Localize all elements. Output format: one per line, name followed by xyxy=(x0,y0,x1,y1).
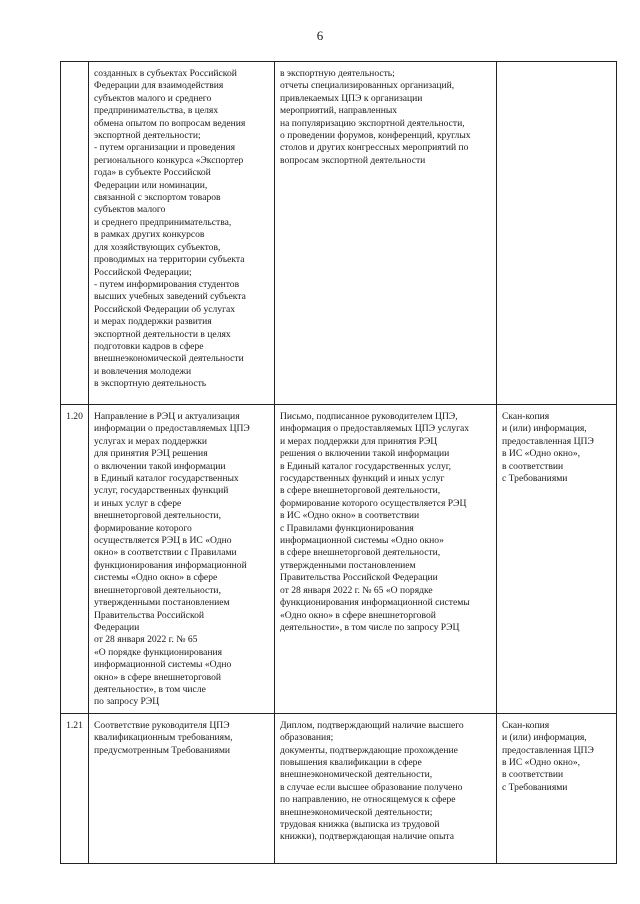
text-line: квалификационным требованиям, xyxy=(94,732,233,744)
text-line: в ИС «Одно окно» в соответствии xyxy=(280,510,420,522)
text-line: и мерах поддержки развития xyxy=(94,316,212,328)
text-line: Скан-копия xyxy=(502,719,550,731)
text-line: от 28 января 2022 г. № 65 «О порядке xyxy=(280,584,433,596)
text-line: Федерации xyxy=(94,621,140,633)
text-line: «О порядке функционирования xyxy=(94,646,223,658)
text-line: информационной системы «Одно xyxy=(94,659,232,671)
text-line: и мерах поддержки для принятия РЭЦ xyxy=(280,435,438,447)
text-line: года» в субъекте Российской xyxy=(94,167,211,179)
text-line: осуществляется РЭЦ в ИС «Одно xyxy=(94,535,232,547)
text-line: в экспортную деятельность xyxy=(94,378,207,390)
requirements-table xyxy=(60,61,617,864)
text-line: формирование которого xyxy=(94,522,192,534)
text-line: Диплом, подтверждающий наличие высшего xyxy=(280,719,464,731)
text-line: окно» в соответствии с Правилами xyxy=(94,547,237,559)
text-line: функционирования информационной системы xyxy=(280,597,470,609)
text-line: предоставленная ЦПЭ xyxy=(502,435,594,447)
text-line: книжки), подтверждающая наличие опыта xyxy=(280,831,454,843)
text-line: субъектов малого и среднего xyxy=(94,92,212,104)
text-line: мероприятий, направленных xyxy=(280,105,398,117)
text-line: предоставленная ЦПЭ xyxy=(502,744,594,756)
text-line: о включении такой информации xyxy=(94,460,226,472)
text-line: привлекаемых ЦПЭ к организации xyxy=(280,92,423,104)
text-line: столов и других конгрессных мероприятий по xyxy=(280,142,469,154)
documents-cell xyxy=(275,405,497,714)
text-line: документы, подтверждающие прохождение xyxy=(280,744,458,756)
text-line: в экспортную деятельность; xyxy=(280,68,395,79)
requirement-cell xyxy=(89,713,275,863)
text-line: Соответствие руководителя ЦПЭ xyxy=(94,719,230,731)
text-line: образования; xyxy=(280,732,334,744)
text-line: внешнеэкономической деятельности, xyxy=(280,769,433,781)
text-line: в рамках других конкурсов xyxy=(94,229,205,241)
table-row xyxy=(61,405,617,714)
row-number: 1.20 xyxy=(61,405,89,714)
text-line: Правительства Российской xyxy=(94,609,205,621)
form-cell xyxy=(497,405,617,714)
text-line: регионального конкурса «Экспортер xyxy=(94,154,244,166)
text-line: созданных в субъектах Российской xyxy=(94,68,237,79)
text-line: услуг, государственных функций xyxy=(94,485,229,497)
text-line: внешнеэкономической деятельности xyxy=(94,353,244,365)
text-line: и (или) информация, xyxy=(502,423,587,435)
text-line: формирование которого осуществляется РЭЦ xyxy=(280,497,467,509)
documents-cell xyxy=(275,62,497,405)
text-line: по направлению, не относящемуся к сфере xyxy=(280,794,456,806)
text-line: экспортной деятельности в целях xyxy=(94,328,231,340)
text-line: с Правилами функционирования xyxy=(280,522,414,534)
text-line: Направление в РЭЦ и актуализация xyxy=(94,411,240,422)
text-line: в сфере внешнеторговой деятельности, xyxy=(280,485,441,497)
text-line: подготовки кадров в сфере xyxy=(94,340,204,352)
text-line: Российской Федерации об услугах xyxy=(94,303,236,315)
text-line: государственных функций и иных услуг xyxy=(280,473,445,485)
text-line: в Единый каталог государственных xyxy=(94,473,239,485)
text-line: для хозяйствующих субъектов, xyxy=(94,241,221,253)
text-line: с Требованиями xyxy=(502,473,568,485)
text-line: по запросу РЭЦ xyxy=(94,696,160,708)
text-line: Федерации для взаимодействия xyxy=(94,80,224,92)
text-line: в случае если высшее образование получено xyxy=(280,781,463,793)
text-line: деятельности», в том числе xyxy=(94,683,206,695)
requirement-cell xyxy=(89,405,275,714)
form-cell xyxy=(497,713,617,863)
text-line: о проведении форумов, конференций, круглых xyxy=(280,130,471,142)
text-line: в сфере внешнеторговой деятельности, xyxy=(280,547,441,559)
text-line: Федерации или номинации, xyxy=(94,179,208,191)
text-line: в соответствии xyxy=(502,769,564,781)
text-line: в Единый каталог государственных услуг, xyxy=(280,460,451,472)
row-number xyxy=(61,62,89,405)
text-line: в ИС «Одно окно», xyxy=(502,448,581,460)
text-line: для принятия РЭЦ решения xyxy=(94,448,208,460)
text-line: окно» в сфере внешнеторговой xyxy=(94,671,222,683)
text-line: функционирования информационной xyxy=(94,559,247,571)
text-line: и иных услуг в сфере xyxy=(94,497,182,509)
text-line: «Одно окно» в сфере внешнеторговой xyxy=(280,609,436,621)
text-line: утвержденными постановлением xyxy=(280,559,416,571)
text-line: экспортной деятельности; xyxy=(94,130,201,142)
text-line: на популяризацию экспортной деятельности, xyxy=(280,117,465,129)
text-line: предусмотренным Требованиями xyxy=(94,744,231,756)
text-line: связанной с экспортом товаров xyxy=(94,192,221,204)
text-line: в соответствии xyxy=(502,460,564,472)
text-line: деятельности», в том числе по запросу РЭЦ xyxy=(280,621,460,633)
table-row xyxy=(61,713,617,863)
text-line: в ИС «Одно окно», xyxy=(502,756,581,768)
text-line: информация о предоставляемых ЦПЭ услугах xyxy=(280,423,470,435)
requirement-cell xyxy=(89,62,275,405)
text-line: информации о предоставляемых ЦПЭ xyxy=(94,423,250,435)
text-line: и вовлечения молодежи xyxy=(94,365,192,377)
text-line: от 28 января 2022 г. № 65 xyxy=(94,634,198,646)
text-line: - путем информирования студентов xyxy=(94,278,240,290)
text-line: обмена опытом по вопросам ведения xyxy=(94,117,246,129)
text-line: отчеты специализированных организаций, xyxy=(280,80,455,92)
text-line: трудовая книжка (выписка из трудовой xyxy=(280,819,440,830)
text-line: высших учебных заведений субъекта xyxy=(94,291,246,303)
text-line: с Требованиями xyxy=(502,781,568,793)
text-line: внешнеторговой деятельности, xyxy=(94,510,221,522)
text-line: и (или) информация, xyxy=(502,732,587,744)
text-line: повышения квалификации в сфере xyxy=(280,756,422,768)
text-line: услугах и мерах поддержки xyxy=(94,435,208,447)
page-number: 6 xyxy=(316,28,324,43)
text-line: системы «Одно окно» в сфере xyxy=(94,572,218,584)
text-line: Скан-копия xyxy=(502,411,550,422)
row-number: 1.21 xyxy=(61,713,89,863)
text-line: вопросам экспортной деятельности xyxy=(280,154,426,166)
text-line: Российской Федерации; xyxy=(94,266,192,278)
documents-cell xyxy=(275,713,497,863)
text-line: предпринимательства, в целях xyxy=(94,105,219,117)
text-line: - путем организации и проведения xyxy=(94,142,236,154)
text-line: внешнеторговой деятельности, xyxy=(94,584,221,596)
text-line: и среднего предпринимательства, xyxy=(94,216,232,228)
text-line: Письмо, подписанное руководителем ЦПЭ, xyxy=(280,411,458,422)
text-line: субъектов малого xyxy=(94,204,166,216)
text-line: утвержденными постановлением xyxy=(94,597,230,609)
form-cell xyxy=(497,62,617,405)
text-line: внешнеэкономической деятельности; xyxy=(280,806,433,818)
table-row xyxy=(61,62,617,405)
text-line: решения о включении такой информации xyxy=(280,448,450,460)
text-line: Правительства Российской Федерации xyxy=(280,572,438,584)
text-line: проводимых на территории субъекта xyxy=(94,254,245,266)
text-line: информационной системы «Одно окно» xyxy=(280,535,444,547)
